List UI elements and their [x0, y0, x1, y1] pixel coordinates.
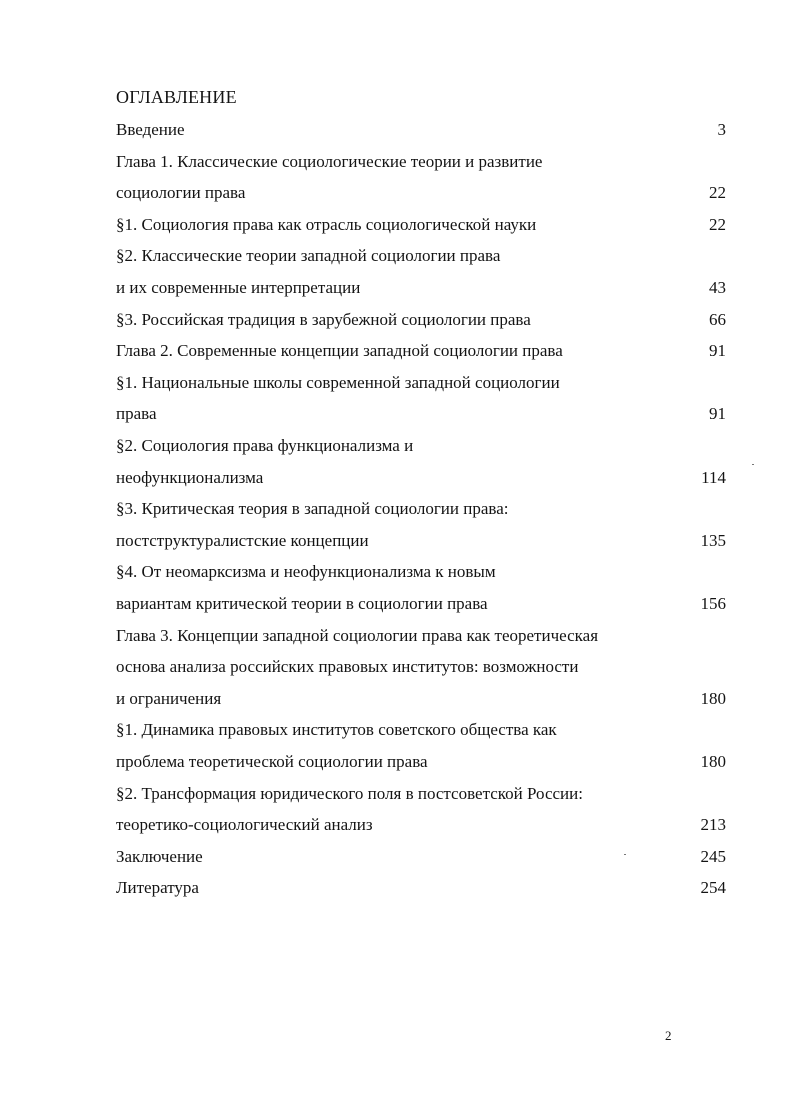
- toc-page-number: 180: [700, 752, 726, 771]
- toc-page-number: 213: [700, 815, 726, 835]
- toc-entry-line: §2. Трансформация юридического поля в постсоветской России:: [116, 783, 583, 803]
- toc-page-number: 135: [700, 530, 726, 550]
- toc-entry-line: основа анализа российских правовых институтов: возможности: [116, 657, 579, 677]
- scan-speck: [624, 854, 626, 855]
- toc-entry-line: постструктуралистские концепции: [116, 530, 369, 550]
- toc-entry-line: и их современные интерпретации: [116, 278, 361, 297]
- toc-entry-line: §4. От неомарксизма и неофункционализма к новым: [116, 562, 496, 582]
- toc-page-number: 156: [700, 594, 726, 613]
- toc-entry-line: Глава 2. Современные концепции западной социологии права: [116, 341, 563, 361]
- toc-entry-line: §3. Критическая теория в западной социологии права:: [116, 499, 509, 519]
- toc-entry-line: социологии права: [116, 183, 246, 203]
- page-number: 2: [665, 1028, 672, 1043]
- toc-page-number: 245: [700, 846, 726, 866]
- toc-page-number: 43: [709, 278, 726, 297]
- toc-entry-line: §2. Классические теории западной социологии права: [116, 246, 501, 266]
- toc-page-number: 114: [701, 467, 726, 487]
- toc-entry-line: §1. Социология права как отрасль социологической науки: [116, 214, 537, 234]
- toc-entry-line: §3. Российская традиция в зарубежной социологии права: [116, 309, 531, 329]
- toc-entry-line: §1. Национальные школы современной западной социологии: [116, 372, 560, 392]
- toc-entry-line: Литература: [116, 878, 199, 898]
- toc-page-number: 66: [709, 309, 726, 329]
- toc-page-number: 3: [717, 120, 726, 139]
- toc-entry-line: теоретико-социологический анализ: [116, 815, 373, 835]
- toc-heading: ОГЛАВЛЕНИЕ: [116, 87, 237, 107]
- toc-entry-line: Глава 3. Концепции западной социологии права как теоретическая: [116, 625, 599, 645]
- toc-page-number: 91: [709, 341, 726, 361]
- toc-page-number: 254: [700, 878, 726, 898]
- toc-page-number: 91: [709, 404, 726, 424]
- toc-entry-line: неофункционализма: [116, 467, 264, 487]
- toc-entry-line: Заключение: [116, 846, 203, 866]
- toc-page-number: 22: [709, 214, 726, 234]
- toc-entry-line: §1. Динамика правовых институтов советского общества как: [116, 720, 557, 740]
- toc-page-number: 180: [700, 688, 726, 708]
- toc-entry-line: права: [116, 404, 157, 424]
- toc-entry-line: §2. Социология права функционализма и: [116, 436, 414, 455]
- toc-entry-line: проблема теоретической социологии права: [116, 752, 428, 771]
- toc-page-number: 22: [709, 183, 726, 203]
- toc-entry-line: вариантам критической теории в социологии права: [116, 594, 488, 613]
- toc-entry-line: Глава 1. Классические социологические теории и развитие: [116, 151, 543, 171]
- scan-speck: [752, 464, 754, 465]
- toc-entry-line: и ограничения: [116, 688, 222, 708]
- toc-entry-line: Введение: [116, 120, 185, 139]
